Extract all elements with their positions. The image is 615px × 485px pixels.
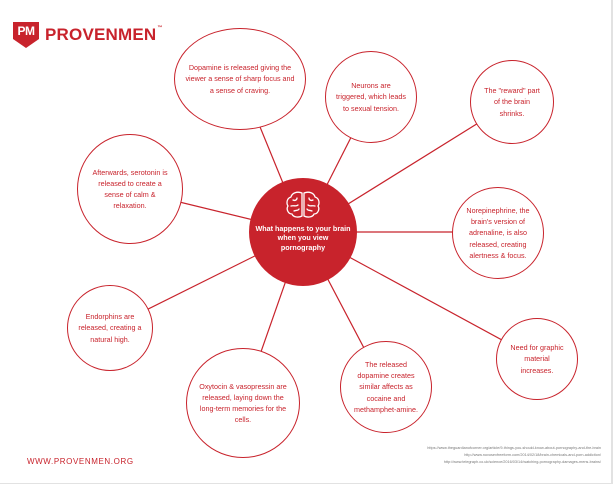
node-serotonin-text: Afterwards, serotonin is released to create a sense of calm & relaxation. — [92, 167, 168, 211]
logo-wordmark — [45, 25, 163, 45]
node-released-dopamine-text: The released dopamine creates similar affects as cocaine and methamphet-amine. — [354, 360, 418, 414]
node-endorphins — [67, 285, 153, 371]
node-oxytocin — [186, 348, 300, 458]
node-endorphins-text: Endorphins are released, creating a natural high. — [78, 312, 142, 344]
trademark-symbol: ™ — [157, 25, 163, 31]
node-dopamine — [174, 28, 306, 130]
node-reward — [470, 60, 554, 144]
node-norepinephrine — [452, 187, 544, 279]
footer-website-link[interactable]: WWW.PROVENMEN.ORG — [27, 457, 134, 466]
brain-icon — [285, 190, 321, 220]
source-link[interactable]: http://www.telegraph.co.uk/science/2016/03/14/watching-pornography-damages-mens-brains/ — [443, 460, 601, 465]
node-graphic — [496, 318, 578, 400]
node-neurons — [325, 51, 417, 143]
center-title: What happens to your brain when you view pornography — [255, 224, 351, 252]
node-norepinephrine-text: Norepinephrine, the brain's version of adrenaline, is also released, creating alertness & focus. — [466, 206, 530, 260]
node-released-dopamine — [340, 341, 432, 433]
node-serotonin — [77, 134, 183, 244]
logo-badge — [12, 21, 40, 49]
source-link[interactable]: https://www.theguardianofcorner.org/article/9-things-you-should-know-about-pornography-and-the-brain — [427, 446, 601, 450]
node-neurons-text: Neurons are triggered, which leads to sexual tension. — [336, 81, 406, 113]
center-hub — [249, 178, 357, 286]
logo-wordmark-text: PROVENMEN — [45, 25, 157, 44]
provenmen-logo[interactable] — [12, 21, 163, 49]
node-graphic-text: Need for graphic material increases. — [510, 343, 564, 375]
source-link[interactable]: http://www.novosexfreeform.com/2014/02/18/brain-chemicals-and-porn-addiction/ — [464, 453, 601, 458]
logo-badge-text: PM — [17, 24, 35, 38]
node-oxytocin-text: Oxytocin & vasopressin are released, laying down the long-term memories for the cells. — [199, 381, 287, 425]
node-reward-text: The "reward" part of the brain shrinks. — [484, 86, 540, 118]
sources-list — [361, 445, 601, 467]
node-dopamine-text: Dopamine is released giving the viewer a sense of sharp focus and a sense of craving. — [185, 63, 295, 95]
